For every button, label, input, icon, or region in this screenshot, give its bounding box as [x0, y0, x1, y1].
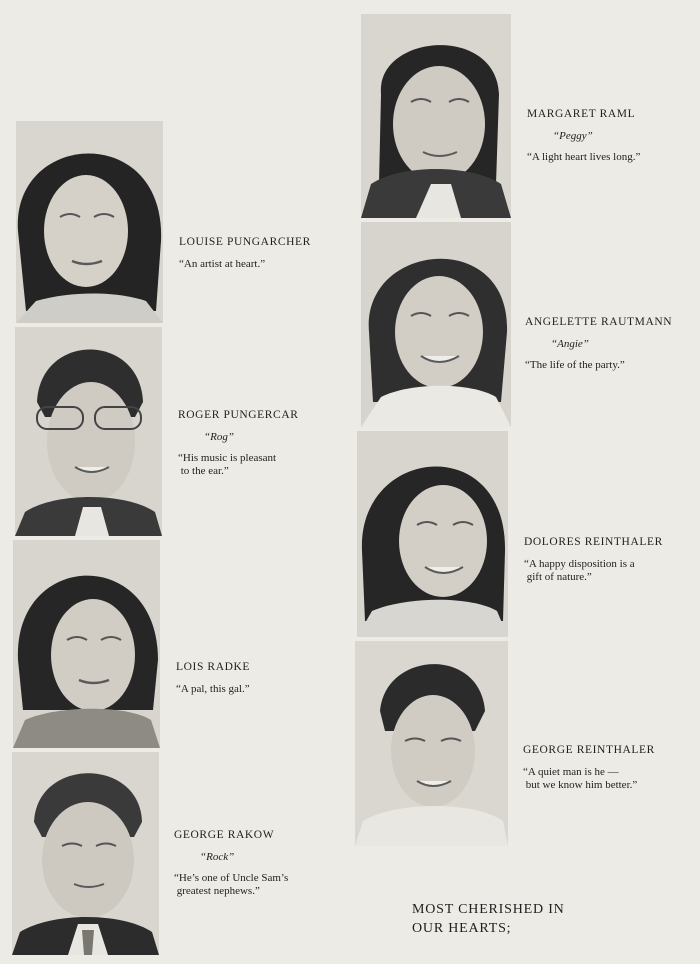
student-name: LOUISE PUNGARCHER [179, 236, 311, 248]
portrait-lois-radke [13, 540, 160, 748]
student-quote: “A quiet man is he — but we know him better.” [523, 766, 638, 791]
page-footer-caption: MOST CHERISHED IN OUR HEARTS; [412, 902, 565, 936]
student-quote: “He’s one of Uncle Sam’s greatest nephews.” [174, 872, 289, 897]
portrait-louise-pungarcher [16, 121, 163, 323]
caption-lois-radke [176, 661, 250, 696]
student-name: ROGER PUNGERCAR [178, 409, 299, 421]
caption-george-rakow [174, 829, 288, 898]
student-nickname: “Peggy” [553, 130, 593, 142]
caption-margaret-raml [527, 108, 640, 164]
portrait-margaret-raml [361, 14, 511, 218]
student-name: GEORGE REINTHALER [523, 744, 655, 756]
student-name: GEORGE RAKOW [174, 829, 275, 841]
student-quote: “A happy disposition is a gift of nature.” [524, 558, 635, 583]
student-quote: “A light heart lives long.” [527, 151, 641, 163]
student-nickname: “Rog” [204, 431, 234, 443]
student-name: MARGARET RAML [527, 108, 636, 120]
student-nickname: “Rock” [200, 851, 235, 863]
caption-dolores-reinthaler [524, 536, 663, 584]
student-name: ANGELETTE RAUTMANN [525, 316, 673, 328]
student-quote: “A pal, this gal.” [176, 683, 250, 695]
caption-louise-pungarcher [179, 236, 311, 271]
student-quote: “An artist at heart.” [179, 258, 266, 270]
student-name: DOLORES REINTHALER [524, 536, 663, 548]
caption-george-reinthaler [523, 744, 655, 792]
student-quote: “His music is pleasant to the ear.” [178, 452, 277, 477]
portrait-roger-pungercar [15, 327, 162, 536]
student-name: LOIS RADKE [176, 661, 251, 673]
student-quote: “The life of the party.” [525, 359, 625, 371]
student-nickname: “Angie” [551, 338, 589, 350]
portrait-angelette-rautmann [361, 222, 511, 427]
caption-roger-pungercar [178, 409, 299, 478]
portrait-george-reinthaler [355, 641, 508, 846]
caption-angelette-rautmann [525, 316, 672, 372]
portrait-dolores-reinthaler [357, 431, 508, 637]
portrait-george-rakow [12, 752, 159, 955]
